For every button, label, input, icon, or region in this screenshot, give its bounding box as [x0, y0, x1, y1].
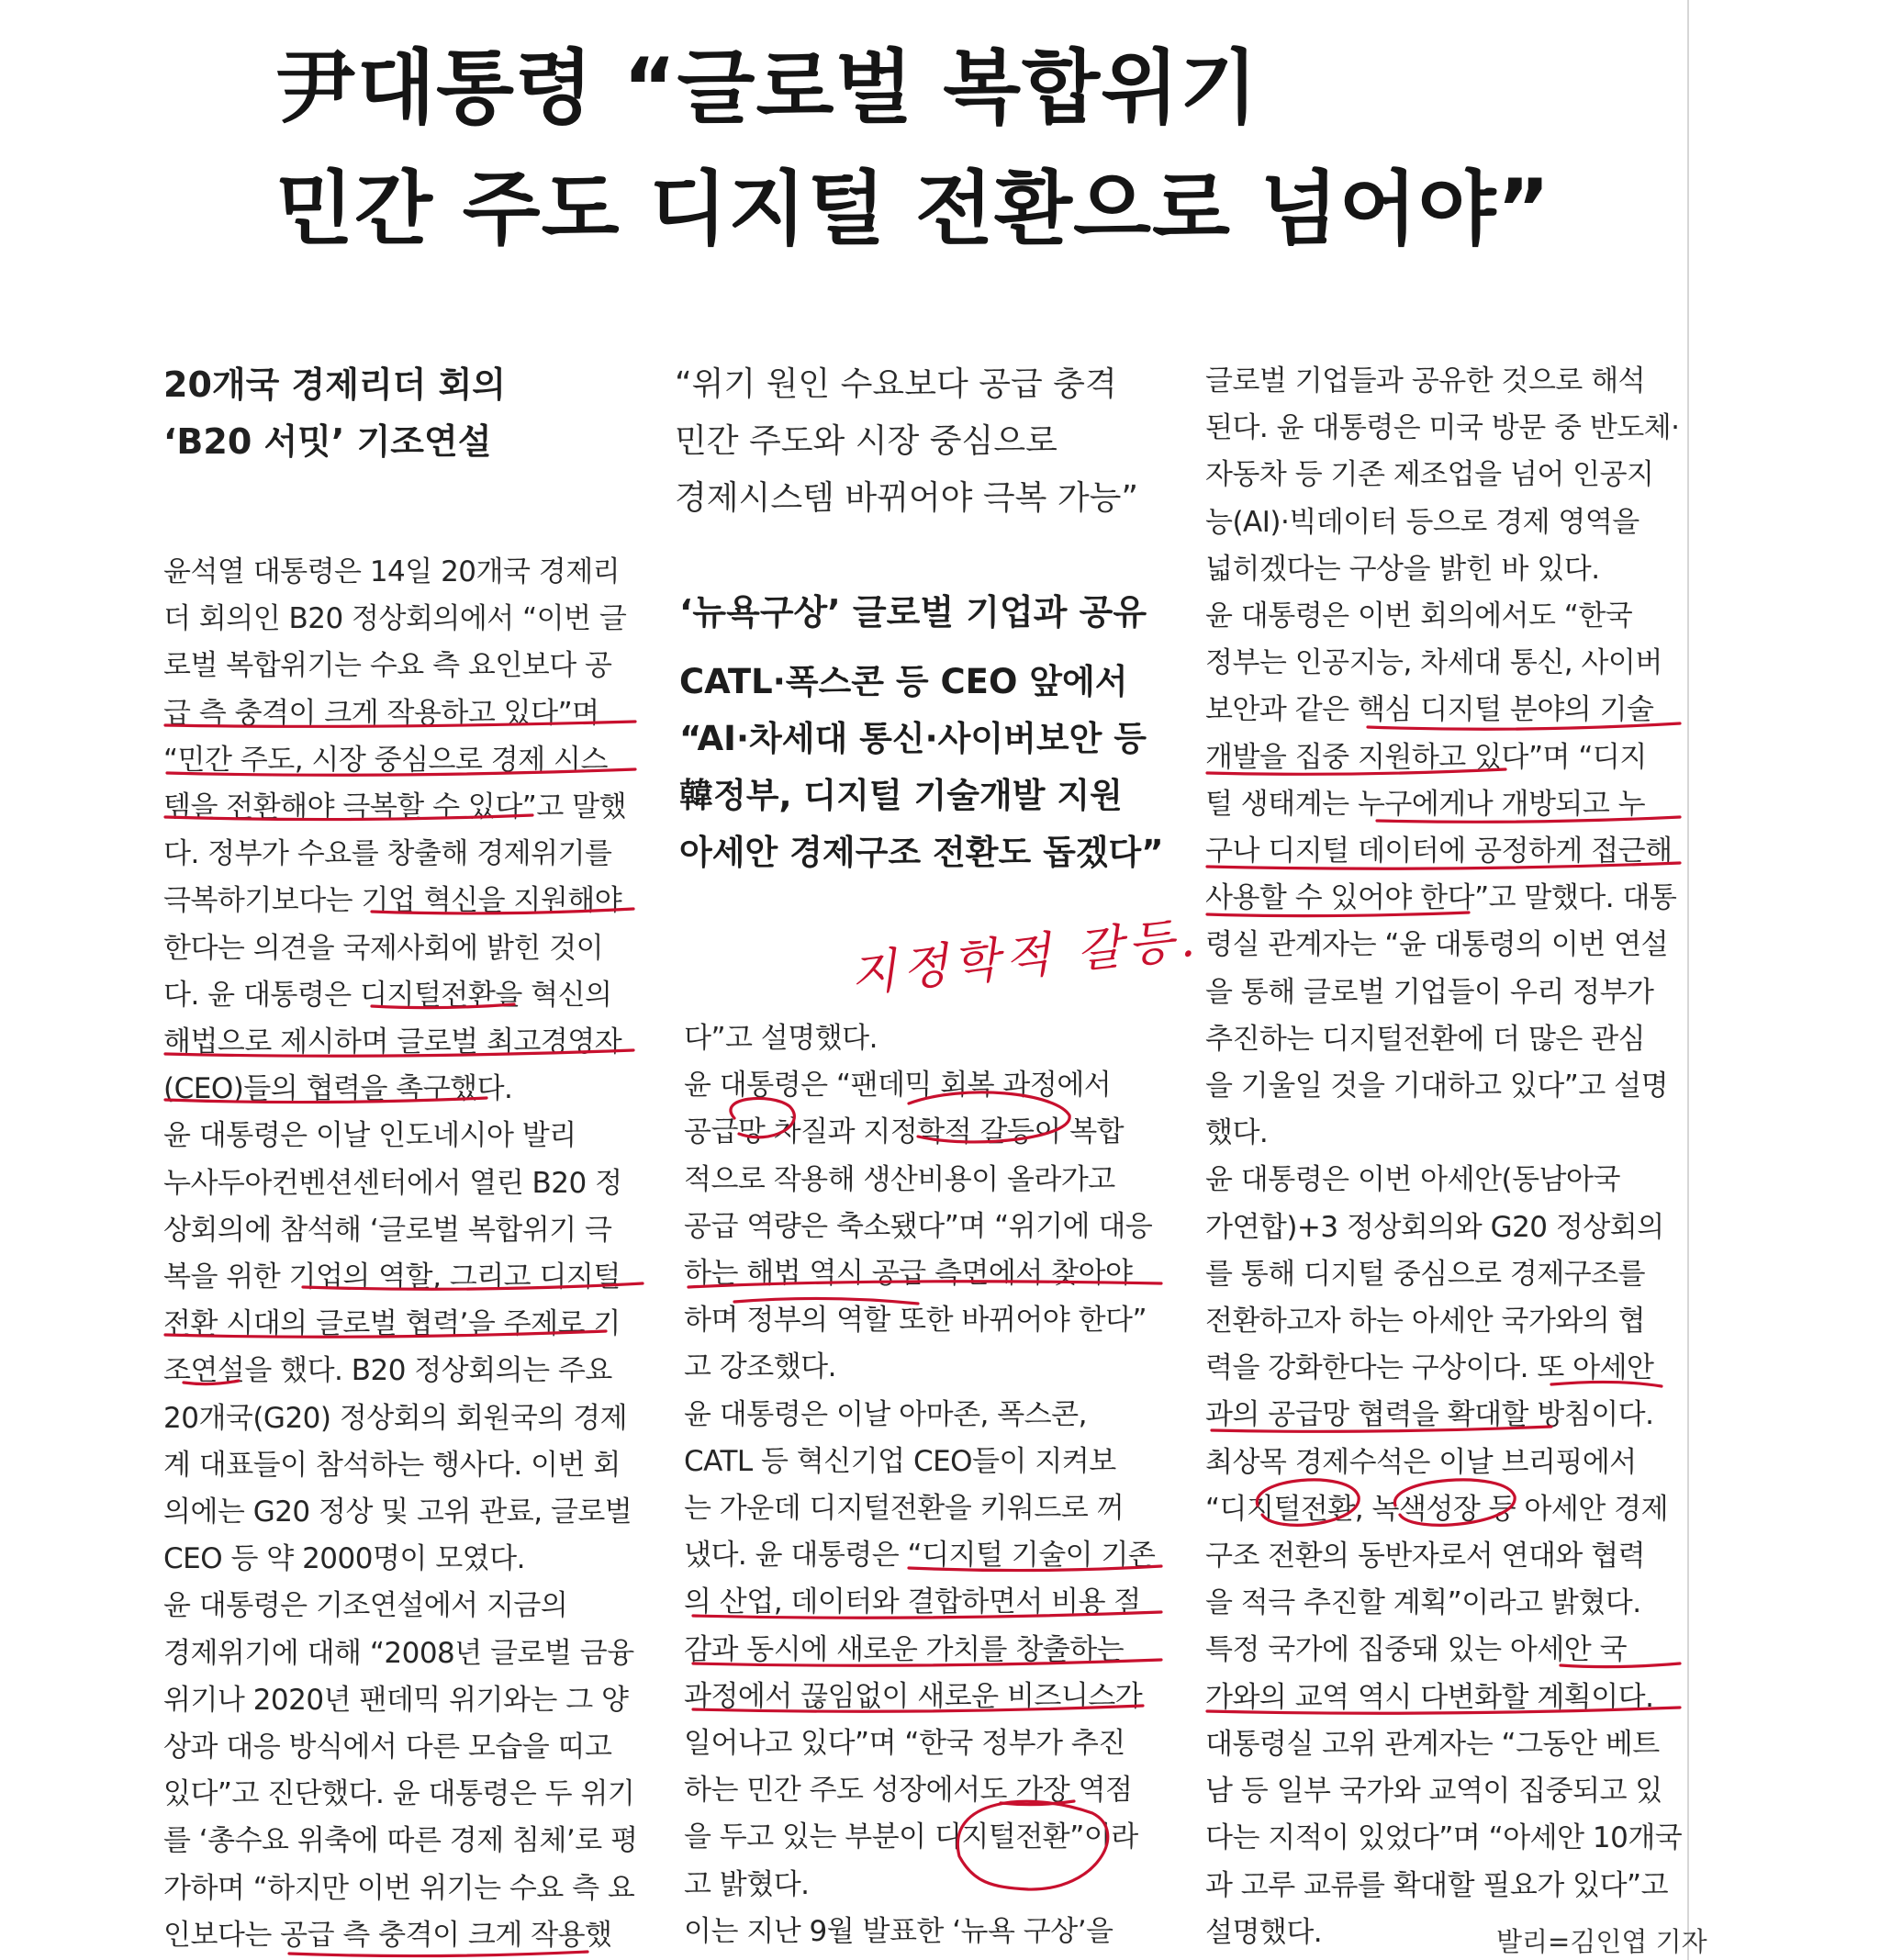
body-text-line: 공급망 차질과 지정학적 갈등이 복합 — [684, 1115, 1125, 1149]
subhead-deck-line: 아세안 경제구조 전환도 돕겠다” — [679, 833, 1164, 872]
body-text-line: 이는 지난 9월 발표한 ‘뉴욕 구상’을 — [684, 1914, 1113, 1948]
page-edge-divider — [1687, 0, 1689, 1960]
body-text-line: 적으로 작용해 생산비용이 올라가고 — [684, 1162, 1115, 1196]
subhead-deck-line: “AI·차세대 통신·사이버보안 등 — [679, 719, 1147, 758]
body-text-line: 다. 윤 대통령은 디지털전환을 혁신의 — [163, 978, 612, 1012]
body-column-right — [1205, 358, 1683, 1956]
headline — [275, 28, 1551, 270]
body-text-line: 해법으로 제시하며 글로벌 최고경영자 — [163, 1025, 622, 1059]
subhead-deck — [679, 654, 1164, 881]
body-text-line: 냈다. 윤 대통령은 “디지털 기술이 기존 — [684, 1539, 1156, 1573]
body-text-line: 극복하기보다는 기업 혁신을 지원해야 — [163, 884, 622, 918]
body-text-line: 윤 대통령은 이날 아마존, 폭스콘, — [684, 1397, 1087, 1431]
body-text-line: 최상목 경제수석은 이날 브리핑에서 — [1205, 1445, 1637, 1479]
body-text-line: 는 가운데 디지털전환을 키워드로 꺼 — [684, 1492, 1125, 1526]
body-text-line: 더 회의인 B20 정상회의에서 “이번 글 — [163, 602, 627, 636]
body-text-line: 조연설을 했다. B20 정상회의는 주요 — [163, 1354, 612, 1388]
headline-line-1: 尹대통령 “글로벌 복합위기 — [275, 40, 1259, 135]
subhead-title — [679, 584, 1147, 641]
body-text-line: 의에는 G20 정상 및 고위 관료, 글로벌 — [163, 1495, 632, 1529]
body-text-line: 일어나고 있다”며 “한국 정부가 추진 — [684, 1727, 1125, 1761]
body-text-line: 력을 강화한다는 구상이다. 또 아세안 — [1205, 1351, 1654, 1385]
body-text-line: 윤 대통령은 이날 인도네시아 발리 — [163, 1119, 576, 1153]
body-text-line: 있다”고 진단했다. 윤 대통령은 두 위기 — [163, 1777, 635, 1811]
body-text-line: 보안과 같은 핵심 디지털 분야의 기술 — [1205, 693, 1654, 727]
body-text-line: 하는 해법 역시 공급 측면에서 찾아야 — [684, 1257, 1133, 1291]
body-text-line: 한다는 의견을 국제사회에 밝힌 것이 — [163, 931, 604, 965]
body-text-line: 로벌 복합위기는 수요 측 요인보다 공 — [163, 649, 612, 683]
body-text-line: 자동차 등 기존 제조업을 넘어 인공지 — [1205, 458, 1654, 492]
body-text-line: 윤석열 대통령은 14일 20개국 경제리 — [163, 555, 621, 588]
body-text-line: 령실 관계자는 “윤 대통령의 이번 연설 — [1205, 928, 1669, 962]
body-text-line: 개발을 집중 지원하고 있다”며 “디지 — [1205, 740, 1647, 774]
body-text-line: “디지털전환, 녹색성장 등 아세안 경제 — [1205, 1492, 1669, 1526]
subhead-left-line: ‘B20 서밋’ 기조연설 — [163, 421, 492, 462]
body-text-line: 경제위기에 대해 “2008년 글로벌 금융 — [163, 1636, 634, 1670]
body-text-line: 인보다는 공급 측 충격이 크게 작용했 — [163, 1918, 612, 1952]
body-text-line: 남 등 일부 국가와 교역이 집중되고 있 — [1205, 1775, 1662, 1809]
body-text-line: 20개국(G20) 정상회의 회원국의 경제 — [163, 1401, 628, 1435]
subhead-quote-line: “위기 원인 수요보다 공급 충격 — [675, 365, 1117, 403]
body-text-line: 을 적극 추진할 계획”이라고 밝혔다. — [1205, 1586, 1641, 1620]
body-text-line: 대통령실 고위 관계자는 “그동안 베트 — [1205, 1727, 1660, 1761]
body-text-line: 구나 디지털 데이터에 공정하게 접근해 — [1205, 834, 1673, 868]
body-text-line: 과 고루 교류를 확대할 필요가 있다”고 — [1205, 1868, 1669, 1902]
body-text-line: 윤 대통령은 기조연설에서 지금의 — [163, 1589, 568, 1623]
body-text-line: 감과 동시에 새로운 가치를 창출하는 — [684, 1632, 1125, 1666]
body-text-line: 위기나 2020년 팬데믹 위기와는 그 양 — [163, 1683, 629, 1717]
headline-line-2: 민간 주도 디지털 전환으로 넘어야” — [275, 162, 1551, 256]
body-column-left — [163, 549, 641, 1959]
body-text-line: 공급 역량은 축소됐다”며 “위기에 대응 — [684, 1209, 1153, 1243]
body-text-line: 설명했다. — [1205, 1915, 1323, 1949]
body-text-line: 다”고 설명했다. — [684, 1022, 878, 1055]
body-text-line: 다는 지적이 있었다”며 “아세안 10개국 — [1205, 1821, 1683, 1855]
body-text-line: 과정에서 끊임없이 새로운 비즈니스가 — [684, 1679, 1143, 1713]
body-text-line: CEO 등 약 2000명이 모였다. — [163, 1542, 525, 1576]
subhead-quote — [675, 356, 1138, 527]
body-text-line: 과의 공급망 협력을 확대할 방침이다. — [1205, 1398, 1654, 1432]
body-text-line: 전환하고자 하는 아세안 국가와의 협 — [1205, 1305, 1646, 1338]
body-text-line: 누사두아컨벤션센터에서 열린 B20 정 — [163, 1166, 622, 1200]
body-text-line: 했다. — [1205, 1116, 1269, 1150]
body-text-line: 을 기울일 것을 기대하고 있다”고 설명 — [1205, 1070, 1669, 1103]
body-text-line: 구조 전환의 동반자로서 연대와 협력 — [1205, 1540, 1646, 1574]
body-text-line: 하며 정부의 역할 또한 바뀌어야 한다” — [684, 1304, 1147, 1338]
body-text-line: 털 생태계는 누구에게나 개방되고 누 — [1205, 787, 1646, 821]
body-text-line: 다. 정부가 수요를 창출해 경제위기를 — [163, 837, 612, 871]
subhead-quote-line: 민간 주도와 시장 중심으로 — [675, 422, 1058, 460]
body-text-line: 능(AI)·빅데이터 등으로 경제 영역을 — [1205, 505, 1639, 539]
body-text-line: 특정 국가에 집중돼 있는 아세안 국 — [1205, 1633, 1628, 1667]
body-text-line: (CEO)들의 협력을 촉구했다. — [163, 1072, 513, 1106]
body-text-line: 사용할 수 있어야 한다”고 말했다. 대통 — [1205, 881, 1677, 915]
subhead-left — [163, 356, 506, 470]
body-text-line: 정부는 인공지능, 차세대 통신, 사이버 — [1205, 646, 1662, 680]
body-text-line: 가하며 “하지만 이번 위기는 수요 측 요 — [163, 1871, 635, 1905]
subhead-quote-line: 경제시스템 바뀌어야 극복 가능” — [675, 479, 1139, 517]
body-text-line: 를 통해 디지털 중심으로 경제구조를 — [1205, 1257, 1646, 1291]
subhead-left-line: 20개국 경제리더 회의 — [163, 364, 507, 405]
body-text-line: 의 산업, 데이터와 결합하면서 비용 절 — [684, 1585, 1141, 1619]
body-text-line: 계 대표들이 참석하는 행사다. 이번 회 — [163, 1448, 621, 1482]
body-text-line: 하는 민간 주도 성장에서도 가장 역점 — [684, 1774, 1133, 1808]
body-text-line: 을 통해 글로벌 기업들이 우리 정부가 — [1205, 975, 1654, 1009]
body-text-line: 가연합)+3 정상회의와 G20 정상회의 — [1205, 1210, 1664, 1244]
body-text-line: “민간 주도, 시장 중심으로 경제 시스 — [163, 743, 608, 777]
body-text-line: CATL 등 혁신기업 CEO들이 지켜보 — [684, 1444, 1116, 1478]
body-text-line: 윤 대통령은 이번 아세안(동남아국 — [1205, 1163, 1620, 1197]
body-text-line: 넓히겠다는 구상을 밝힌 바 있다. — [1205, 552, 1600, 586]
byline: 발리=김인엽 기자 — [1496, 1926, 1707, 1957]
body-text-line: 윤 대통령은 이번 회의에서도 “한국 — [1205, 599, 1633, 633]
body-text-line: 템을 전환해야 극복할 수 있다”고 말했 — [163, 790, 627, 824]
body-text-line: 글로벌 기업들과 공유한 것으로 해석 — [1205, 364, 1646, 398]
body-text-line: 된다. 윤 대통령은 미국 방문 중 반도체· — [1205, 411, 1680, 445]
body-text-line: 윤 대통령은 “팬데믹 회복 과정에서 — [684, 1069, 1112, 1103]
body-text-line: 전환 시대의 글로벌 협력’을 주제로 기 — [163, 1307, 621, 1341]
body-text-line: 가와의 교역 역시 다변화할 계획이다. — [1205, 1680, 1654, 1714]
body-text-line: 를 ‘총수요 위축에 따른 경제 침체’로 평 — [163, 1824, 638, 1858]
subhead-deck-line: CATL·폭스콘 등 CEO 앞에서 — [679, 662, 1128, 701]
body-text-line: 고 강조했다. — [684, 1350, 836, 1384]
body-column-middle — [684, 1015, 1161, 1955]
subhead-title-text: ‘뉴욕구상’ 글로벌 기업과 공유 — [679, 592, 1147, 633]
handwritten-note: 지정학적 갈등. — [847, 912, 1203, 1003]
subhead-deck-line: 韓정부, 디지털 기술개발 지원 — [679, 776, 1123, 815]
body-text-line: 을 두고 있는 부분이 디지털전환”이라 — [684, 1820, 1138, 1854]
body-text-line: 급 측 충격이 크게 작용하고 있다”며 — [163, 696, 599, 730]
body-text-line: 고 밝혔다. — [684, 1867, 810, 1901]
body-text-line: 상회의에 참석해 ‘글로벌 복합위기 극 — [163, 1213, 612, 1247]
body-text-line: 복을 위한 기업의 역할, 그리고 디지털 — [163, 1260, 621, 1294]
body-text-line: 추진하는 디지털전환에 더 많은 관심 — [1205, 1022, 1646, 1056]
body-text-line: 상과 대응 방식에서 다른 모습을 띠고 — [163, 1730, 612, 1764]
